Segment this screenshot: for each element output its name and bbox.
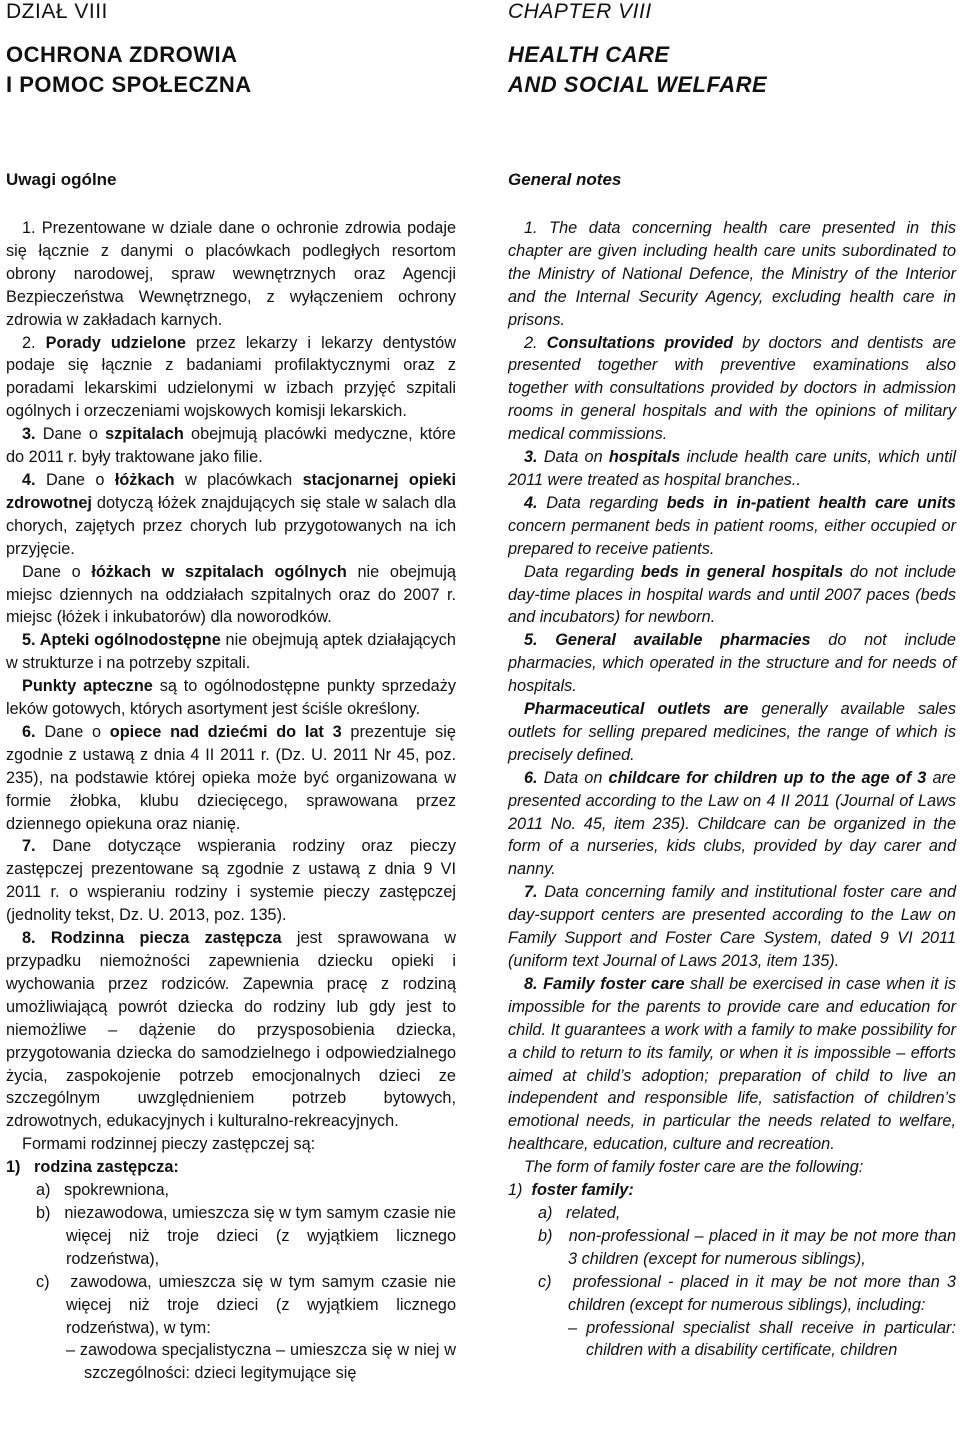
note-paragraph: Data regarding beds in general hospitals do not include day-time places in hospital wards and until 2007 paces (beds and incubators) for newborn. <box>508 562 956 627</box>
note-paragraph: 3. Data on hospitals include health care units, which until 2011 were treated as hospital branches.. <box>508 448 956 489</box>
note-paragraph: 7. Data concerning family and institutional foster care and day-support centers are presented according to the Law on Family Support and Foster Care System, dated 9 VI 2011 (uniform text Journal of Laws 2013, item 135). <box>508 883 956 970</box>
list-item: b) niezawodowa, umieszcza się w tym samym czasie nie więcej niż troje dzieci (z wyjątkiem licznego rodzeństwa), <box>36 1203 456 1268</box>
list-item: 1) foster family: <box>508 1181 634 1200</box>
note-paragraph: 8. Rodzinna piecza zastępcza jest sprawowana w przypadku niemożności zapewnienia dziecku opieki i wychowania przez rodziców. Zapewnia pracę z rodziną umożliwiającą powrót dziecka do rodziny lub gdy jest to niemożliwe – dążenie do przysposobienia dziecka, przygotowania dziecka do samodzielnego i odpowiedzialnego życia, zaspokojenie potrzeb emocjonalnych dzieci ze szczególnym uwzględnieniem potrzeb bytowych, zdrowotnych, edukacyjnych i kulturalno-rekreacyjnych. <box>6 929 456 1131</box>
note-paragraph: 4. Dane o łóżkach w placówkach stacjonarnej opieki zdrowotnej dotyczą łóżek znajdujących się stale w salach dla chorych, zajętych przez chorych lub przygotowanych na ich przyjęcie. <box>6 470 456 558</box>
note-paragraph: 8. Family foster care shall be exercised in case when it is impossible for the parents to provide care and education for child. It guarantees a work with a family to make possibility for a child to return to its family, or when it is impossible – efforts aimed at child’s adoption; preparation of child to live an independent and responsible life, satisfaction of children’s emotional needs, in particular the needs related to welfare, healthcare, education, culture and recreation. <box>508 974 956 1154</box>
list-item: a) spokrewniona, <box>36 1181 170 1200</box>
list-item: 1) rodzina zastępcza: <box>6 1158 179 1177</box>
note-paragraph: Formami rodzinnej pieczy zastępczej są: <box>22 1135 316 1154</box>
list-item: c) professional - placed in it may be not more than 3 children (except for numerous siblings), including: <box>538 1272 956 1314</box>
note-paragraph: 6. Dane o opiece nad dziećmi do lat 3 prezentuje się zgodnie z ustawą z dnia 4 II 2011 r. (Dz. U. 2011 Nr 45, poz. 235), na podstawie której opieka może być organizowana w formie żłobka, klubu dziecięcego, sprawowana przez dziennego opiekuna oraz nianię. <box>6 722 456 833</box>
list-item: – professional specialist shall receive in particular: children with a disability certificate, children <box>568 1318 956 1360</box>
note-paragraph: 3. Dane o szpitalach obejmują placówki medyczne, które do 2011 r. były traktowane jako filie. <box>6 425 456 467</box>
list-item: c) zawodowa, umieszcza się w tym samym czasie nie więcej niż troje dzieci (z wyjątkiem licznego rodzeństwa), w tym: <box>36 1272 456 1337</box>
note-paragraph: 4. Data regarding beds in in-patient health care units concern permanent beds in patient rooms, either occupied or prepared to receive patients. <box>508 493 956 558</box>
note-paragraph: Pharmaceutical outlets are generally available sales outlets for selling prepared medicines, the range of which is precisely defined. <box>508 700 956 764</box>
note-paragraph: 6. Data on childcare for children up to the age of 3 are presented according to the Law on 4 II 2011 (Journal of Laws 2011 No. 45, item 235). Childcare can be organized in the form of a nurseries, kids clubs, provided by day carer and nanny. <box>508 768 956 879</box>
note-paragraph: The form of family foster care are the following: <box>524 1158 864 1177</box>
chapter-title-line-1: OCHRONA ZDROWIA <box>6 42 238 67</box>
notes-heading: Uwagi ogólne <box>6 170 117 189</box>
chapter-title <box>6 40 252 100</box>
note-paragraph: 1. Prezentowane w dziale dane o ochronie zdrowia podaje się łącznie z danymi o placówkach podległych resortom obrony narodowej, spraw wewnętrznych oraz Agencji Bezpieczeństwa Wewnętrznego, z wyłączeniem ochrony zdrowia w zakładach karnych. <box>6 219 456 329</box>
note-paragraph: 7. Dane dotyczące wspierania rodziny oraz pieczy zastępczej prezentowane są zgodnie z ustawą z dnia 9 VI 2011 r. o wspieraniu rodziny i systemie pieczy zastępczej (jednolity tekst, Dz. U. 2013, poz. 135). <box>6 837 456 925</box>
chapter-label: CHAPTER VIII <box>508 0 652 23</box>
note-paragraph: 2. Porady udzielone przez lekarzy i lekarzy dentystów podaje się łącznie z badaniami profilaktycznymi oraz z poradami lekarskimi udzielonymi w izbach przyjęć szpitali ogólnych i orzeczeniami wojskowych komisji lekarskich. <box>6 333 456 421</box>
chapter-title-line-1: HEALTH CARE <box>508 42 670 67</box>
list-item: b) non-professional – placed in it may be not more than 3 children (except for numerous siblings), <box>538 1226 956 1268</box>
note-paragraph: 2. Consultations provided by doctors and dentists are presented together with preventive examinations also together with consultations provided by doctors in admission rooms in general hospitals and with the opinions of military medical commissions. <box>508 333 956 444</box>
chapter-title-line-2: AND SOCIAL WELFARE <box>508 72 768 97</box>
notes-body <box>6 217 456 1385</box>
note-paragraph: 1. The data concerning health care presented in this chapter are given including health care units subordinated to the Ministry of National Defence, the Ministry of the Interior and the Internal Security Agency, excluding health care in prisons. <box>508 219 956 329</box>
note-paragraph: 5. Apteki ogólnodostępne nie obejmują aptek działających w strukturze i na potrzeby szpitali. <box>6 631 456 673</box>
note-paragraph: Dane o łóżkach w szpitalach ogólnych nie obejmują miejsc dziennych na oddziałach szpitalnych oraz do 2007 r. miejsc (łóżek i inkubatorów) dla noworodków. <box>6 562 456 627</box>
notes-heading: General notes <box>508 170 622 189</box>
chapter-title <box>508 40 767 100</box>
chapter-title-line-2: I POMOC SPOŁECZNA <box>6 72 252 97</box>
notes-body <box>508 217 956 1362</box>
list-item: a) related, <box>538 1203 621 1222</box>
chapter-label: DZIAŁ VIII <box>6 0 108 23</box>
list-item: – zawodowa specjalistyczna – umieszcza się w niej w szczególności: dzieci legitymujące się <box>66 1341 456 1383</box>
note-paragraph: 5. General available pharmacies do not include pharmacies, which operated in the structure and for needs of hospitals. <box>508 631 956 696</box>
note-paragraph: Punkty apteczne są to ogólnodostępne punkty sprzedaży leków gotowych, których asortyment jest ściśle określony. <box>6 677 456 719</box>
